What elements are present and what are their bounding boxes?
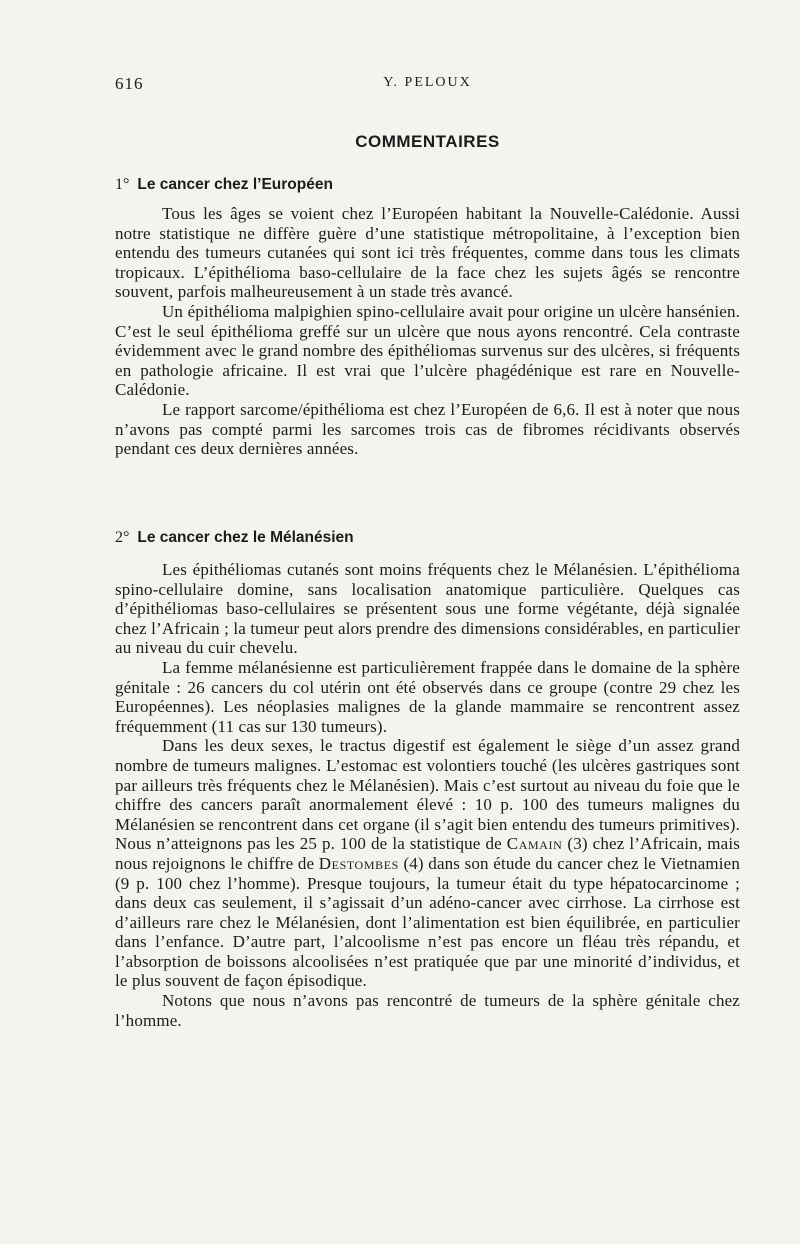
paragraph: Notons que nous n’avons pas rencontré de tumeurs de la sphère génitale chez l’homme. bbox=[115, 991, 740, 1030]
section-number: 1° bbox=[115, 176, 130, 193]
paragraph-text: (3) chez l’Africain, mais nous rejoignons le chiffre de bbox=[115, 834, 740, 873]
page-number: 616 bbox=[115, 74, 144, 93]
section-title: Le cancer chez l’Européen bbox=[137, 176, 333, 193]
page-title: COMMENTAIRES bbox=[355, 132, 500, 151]
section-heading-1 bbox=[115, 176, 740, 194]
paragraph-text: (4) dans son étude du cancer chez le Vietnamien (9 p. 100 chez l’homme). Presque toujours, la tumeur était du type hépatocarcinome ; dans deux cas seulement, il s’agissait d’un adéno-cancer avec cirrhose. La cirrhose est d’ailleurs rare chez le Mélanésien, dont l’alimentation est bien équilibrée, en particulier dans l’enfance. D’autre part, l’alcoolisme n’est pas encore un fléau très répandu, et l’absorption de boissons alcoolisées n’est pratiquée que par une minorité d’individus, et le plus souvent de façon épisodique. bbox=[115, 853, 740, 991]
paragraph-text: Dans les deux sexes, le tractus digestif est également le siège d’un assez grand nombre de tumeurs malignes. L’estomac est volontiers touché (les ulcères gastriques sont par ailleurs très fréquents chez le Mélanésien). Mais c’est surtout au niveau du foie que le chiffre des cancers paraît anormalement élevé : 10 p. 100 des tumeurs malignes du Mélanésien se rencontrent dans cet organe (il s’agit bien entendu des tumeurs primitives). Nous n’atteignons pas les 25 p. 100 de la statistique de bbox=[115, 736, 740, 854]
section-1-body bbox=[115, 204, 740, 459]
paragraph: Tous les âges se voient chez l’Européen habitant la Nouvelle-Calédonie. Aussi notre statistique ne diffère guère d’une statistique métropolitaine, à l’exception bien entendu des tumeurs cutanées qui sont ici très fréquentes, comme dans tous les climats tropicaux. L’épithélioma baso-cellulaire de la face chez les sujets âgés se rencontre souvent, parfois malheureusement à un stade très avancé. bbox=[115, 204, 740, 302]
running-header bbox=[115, 74, 740, 96]
paragraph: Les épithéliomas cutanés sont moins fréquents chez le Mélanésien. L’épithélioma spino-cellulaire domine, sans localisation anatomique particulière. Quelques cas d’épithéliomas baso-cellulaires se présentent sous une forme végétante, déjà signalée chez l’Africain ; la tumeur peut alors prendre des dimensions considérables, en particulier au niveau du cuir chevelu. bbox=[115, 560, 740, 658]
paragraph bbox=[115, 736, 740, 991]
section-2-body bbox=[115, 560, 740, 1030]
section-title: Le cancer chez le Mélanésien bbox=[137, 529, 354, 546]
paragraph: La femme mélanésienne est particulièrement frappée dans le domaine de la sphère génitale : 26 cancers du col utérin ont été observés dans ce groupe (contre 29 chez les Européennes). Les néoplasies malignes de la glande mammaire se rencontrent assez fréquemment (11 cas sur 130 tumeurs). bbox=[115, 657, 740, 736]
cited-author: Destombes bbox=[318, 853, 399, 873]
paragraph: Le rapport sarcome/épithélioma est chez l’Européen de 6,6. Il est à noter que nous n’avons pas compté parmi les sarcomes trois cas de fibromes récidivants observés pendant ces deux dernières années. bbox=[115, 399, 740, 459]
paragraph: Un épithélioma malpighien spino-cellulaire avait pour origine un ulcère hansénien. C’est le seul épithélioma greffé sur un ulcère que nous ayons rencontré. Cela contraste évidemment avec le grand nombre des épithéliomas survenus sur des ulcères, si fréquents en pathologie africaine. Il est vrai que l’ulcère phagédénique est rare en Nouvelle-Calédonie. bbox=[115, 301, 740, 400]
section-number: 2° bbox=[115, 529, 130, 546]
section-heading-2 bbox=[115, 529, 740, 547]
running-title: Y. PELOUX bbox=[383, 75, 472, 90]
cited-author: Camain bbox=[506, 834, 563, 854]
